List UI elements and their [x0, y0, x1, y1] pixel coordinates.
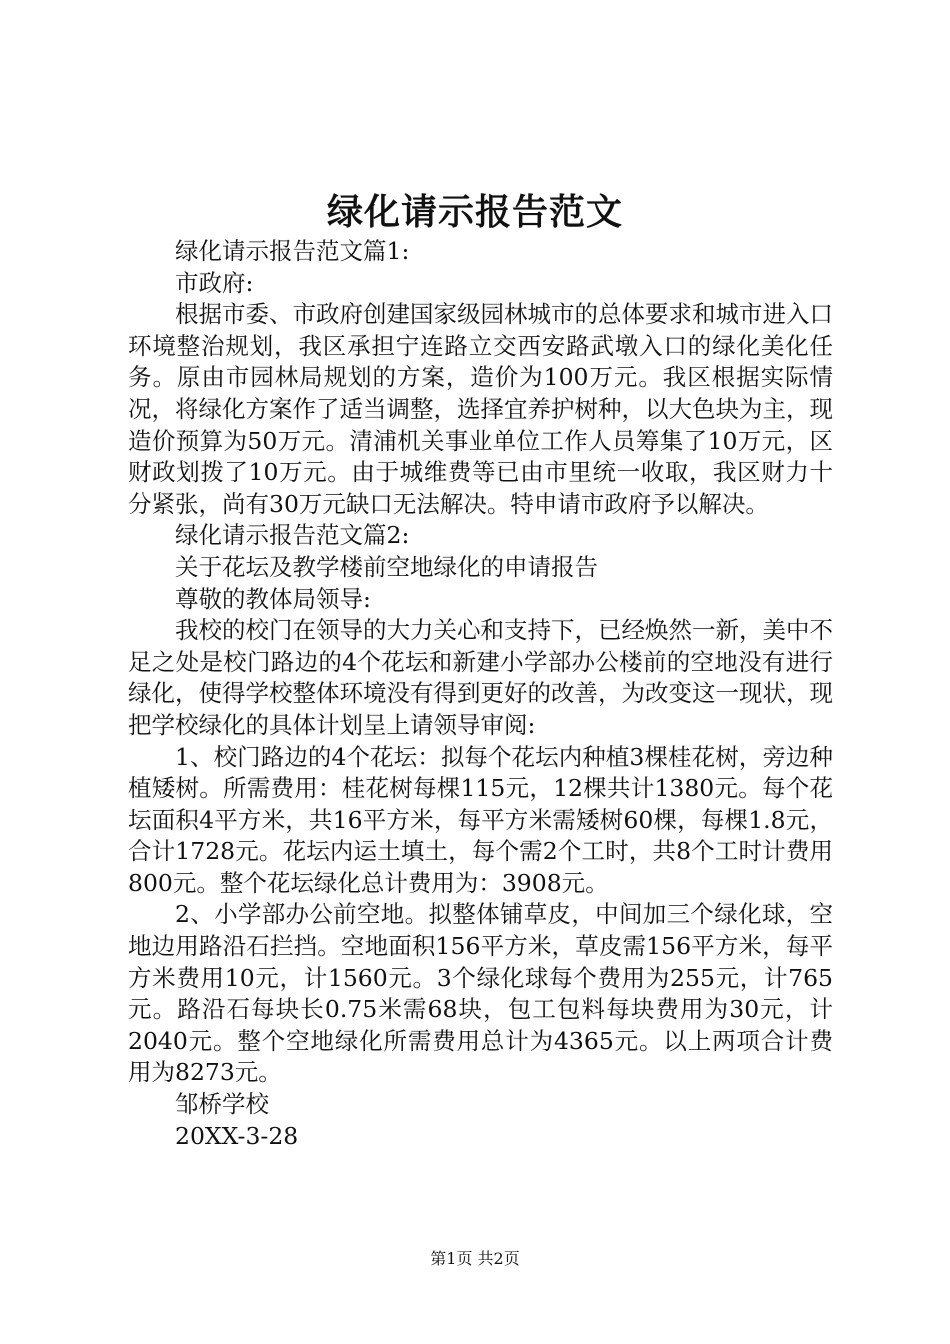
body-paragraph: 1、校门路边的4个花坛：拟每个花坛内种植3棵桂花树，旁边种植矮树。所需费用：桂花树每棵115元，12棵共计1380元。每个花坛面积4平方米，共16平方米，每平方米需矮树60棵，每棵1.8元，合计1728元。花坛内运土填土，每个需2个工时，共8个工时计费用800元。整个花坛绿化总计费用为：3908元。: [128, 742, 833, 897]
signature-school: 邹桥学校: [175, 1090, 269, 1119]
page-number: 第1页 共2页: [430, 1249, 520, 1268]
body-paragraph: 2、小学部办公前空地。拟整体铺草皮，中间加三个绿化球，空地边用路沿石拦挡。空地面积156平方米，草皮需156平方米，每平方米费用10元，计1560元。3个绿化球每个费用为255元，计765元。路沿石每块长0.75米需68块，包工包料每块费用为30元，计2040元。整个空地绿化所需费用总计为4365元。以上两项合计费用为8273元。: [128, 900, 833, 1087]
salutation-2: 尊敬的教体局领导:: [175, 584, 371, 613]
document-body: [128, 236, 833, 1152]
section-heading-2: 绿化请示报告范文篇2:: [175, 521, 410, 550]
body-paragraph: 根据市委、市政府创建国家级园林城市的总体要求和城市进入口环境整治规划，我区承担宁连路立交西安路武墩入口的绿化美化任务。原由市园林局规划的方案，造价为100万元。我区根据实际情况，将绿化方案作了适当调整，选择宜养护树种，以大色块为主，现造价预算为50万元。清浦机关事业单位工作人员筹集了10万元，区财政划拨了10万元。由于城维费等已由市里统一收取，我区财力十分紧张，尚有30万元缺口无法解决。特申请市政府予以解决。: [128, 300, 833, 518]
body-paragraph: 我校的校门在领导的大力关心和支持下，已经焕然一新，美中不足之处是校门路边的4个花坛和新建小学部办公楼前的空地没有进行绿化，使得学校整体环境没有得到更好的改善，为改变这一现状，现把学校绿化的具体计划呈上请领导审阅:: [128, 616, 833, 739]
salutation-1: 市政府:: [175, 268, 254, 297]
report-title: 关于花坛及教学楼前空地绿化的申请报告: [175, 552, 598, 581]
section-heading-1: 绿化请示报告范文篇1:: [175, 237, 410, 265]
signature-date: 20XX-3-28: [175, 1121, 299, 1150]
document-title: 绿化请示报告范文: [326, 191, 623, 233]
